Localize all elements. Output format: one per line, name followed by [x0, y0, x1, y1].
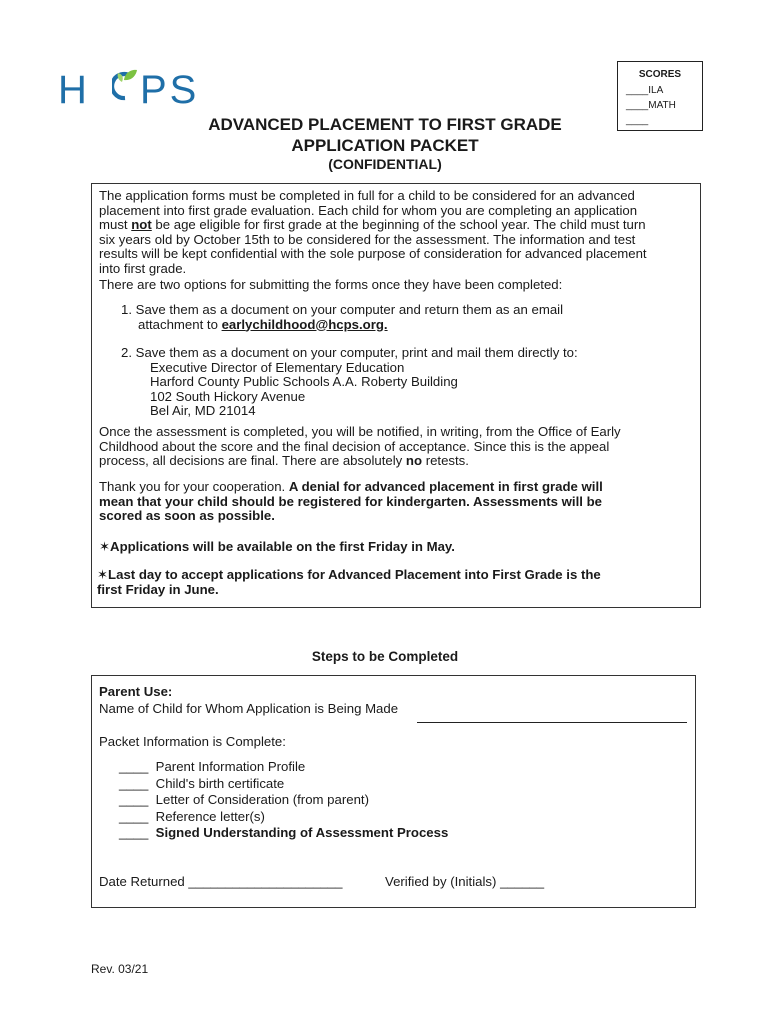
scores-ila: ____ILA	[626, 85, 664, 96]
checklist-item[interactable]: ____ Signed Understanding of Assessment Process	[119, 825, 449, 840]
intro-paragraph	[99, 189, 647, 293]
intro-line: The application forms must be completed in full for a child to be considered for an advanced	[99, 188, 635, 203]
option-2: 2. Save them as a document on your computer, print and mail them directly to: Executive Director of Elementary Education Harford County Public Schools A.A. Roberty Building 102 South Hickory Avenue Bel Air, MD 21014	[121, 345, 578, 418]
scores-title: SCORES	[638, 69, 682, 80]
packet-info-label: Packet Information is Complete:	[99, 734, 286, 749]
revision-label: Rev. 03/21	[91, 962, 149, 976]
scores-box	[617, 61, 703, 131]
emphasis-not: not	[131, 217, 152, 232]
mailing-address: Executive Director of Elementary Education Harford County Public Schools A.A. Roberty Building 102 South Hickory Avenue Bel Air, MD 21014	[150, 359, 458, 418]
note-deadline: ✶Last day to accept applications for Advanced Placement into First Grade is the first Friday in June.	[97, 567, 601, 597]
checklist-item[interactable]: ____ Child's birth certificate	[119, 775, 285, 791]
checklist-item[interactable]: ____ Letter of Consideration (from parent)	[119, 792, 369, 807]
option-1: 1. Save them as a document on your computer and return them as an email attachment to earlychildhood@hcps.org.	[121, 302, 564, 332]
assessment-paragraph: Once the assessment is completed, you will be notified, in writing, from the Office of Early Childhood about the score and the final decision of acceptance. Since this is the appeal process, all decisions are final. There are absolutely no retests.	[99, 424, 621, 468]
date-returned-field[interactable]: Date Returned _____________________	[99, 874, 343, 889]
scores-blank: ____	[626, 115, 649, 126]
intro-line: results will be kept confidential with the sole purpose of consideration for advanced placement	[99, 246, 647, 261]
leaf-icon	[112, 68, 138, 108]
hcps-logo	[58, 66, 200, 114]
checklist-item[interactable]: ____ Reference letter(s)	[119, 808, 265, 824]
scores-math: ____MATH	[626, 100, 676, 111]
emphasis-no: no	[405, 453, 423, 468]
steps-title: Steps to be Completed	[311, 649, 459, 664]
logo-text-right: PS	[140, 68, 200, 112]
intro-line: into first grade.	[99, 260, 187, 276]
note-availability: ✶Applications will be available on the first Friday in May.	[99, 539, 455, 554]
email-link[interactable]: earlychildhood@hcps.org.	[221, 316, 388, 332]
logo-text-left: H	[58, 68, 90, 112]
intro-line: placement into first grade evaluation. Each child for whom you are completing an application	[99, 202, 638, 218]
intro-line: There are two options for submitting the forms once they have been completed:	[99, 277, 563, 292]
parent-use-heading: Parent Use:	[99, 684, 173, 699]
intro-line: six years old by October 15th to be considered for the assessment. The information and test	[99, 231, 636, 247]
checklist-item[interactable]: ____ Parent Information Profile	[119, 759, 306, 774]
page-title-line1: ADVANCED PLACEMENT TO FIRST GRADE	[208, 115, 562, 134]
child-name-label: Name of Child for Whom Application is Being Made	[99, 701, 399, 716]
thanks-paragraph: Thank you for your cooperation. A denial for advanced placement in first grade will mean that your child should be registered for kindergarten. Assessments will be scored as soon as possible.	[99, 479, 603, 523]
checklist	[119, 760, 448, 843]
page-subtitle: (CONFIDENTIAL)	[328, 156, 442, 172]
page-title-line2: APPLICATION PACKET	[291, 136, 479, 155]
child-name-field[interactable]	[417, 722, 687, 723]
verified-by-field[interactable]: Verified by (Initials) ______	[385, 874, 545, 889]
intro-line: must not be age eligible for first grade at the beginning of the school year. The child must turn	[99, 217, 646, 232]
